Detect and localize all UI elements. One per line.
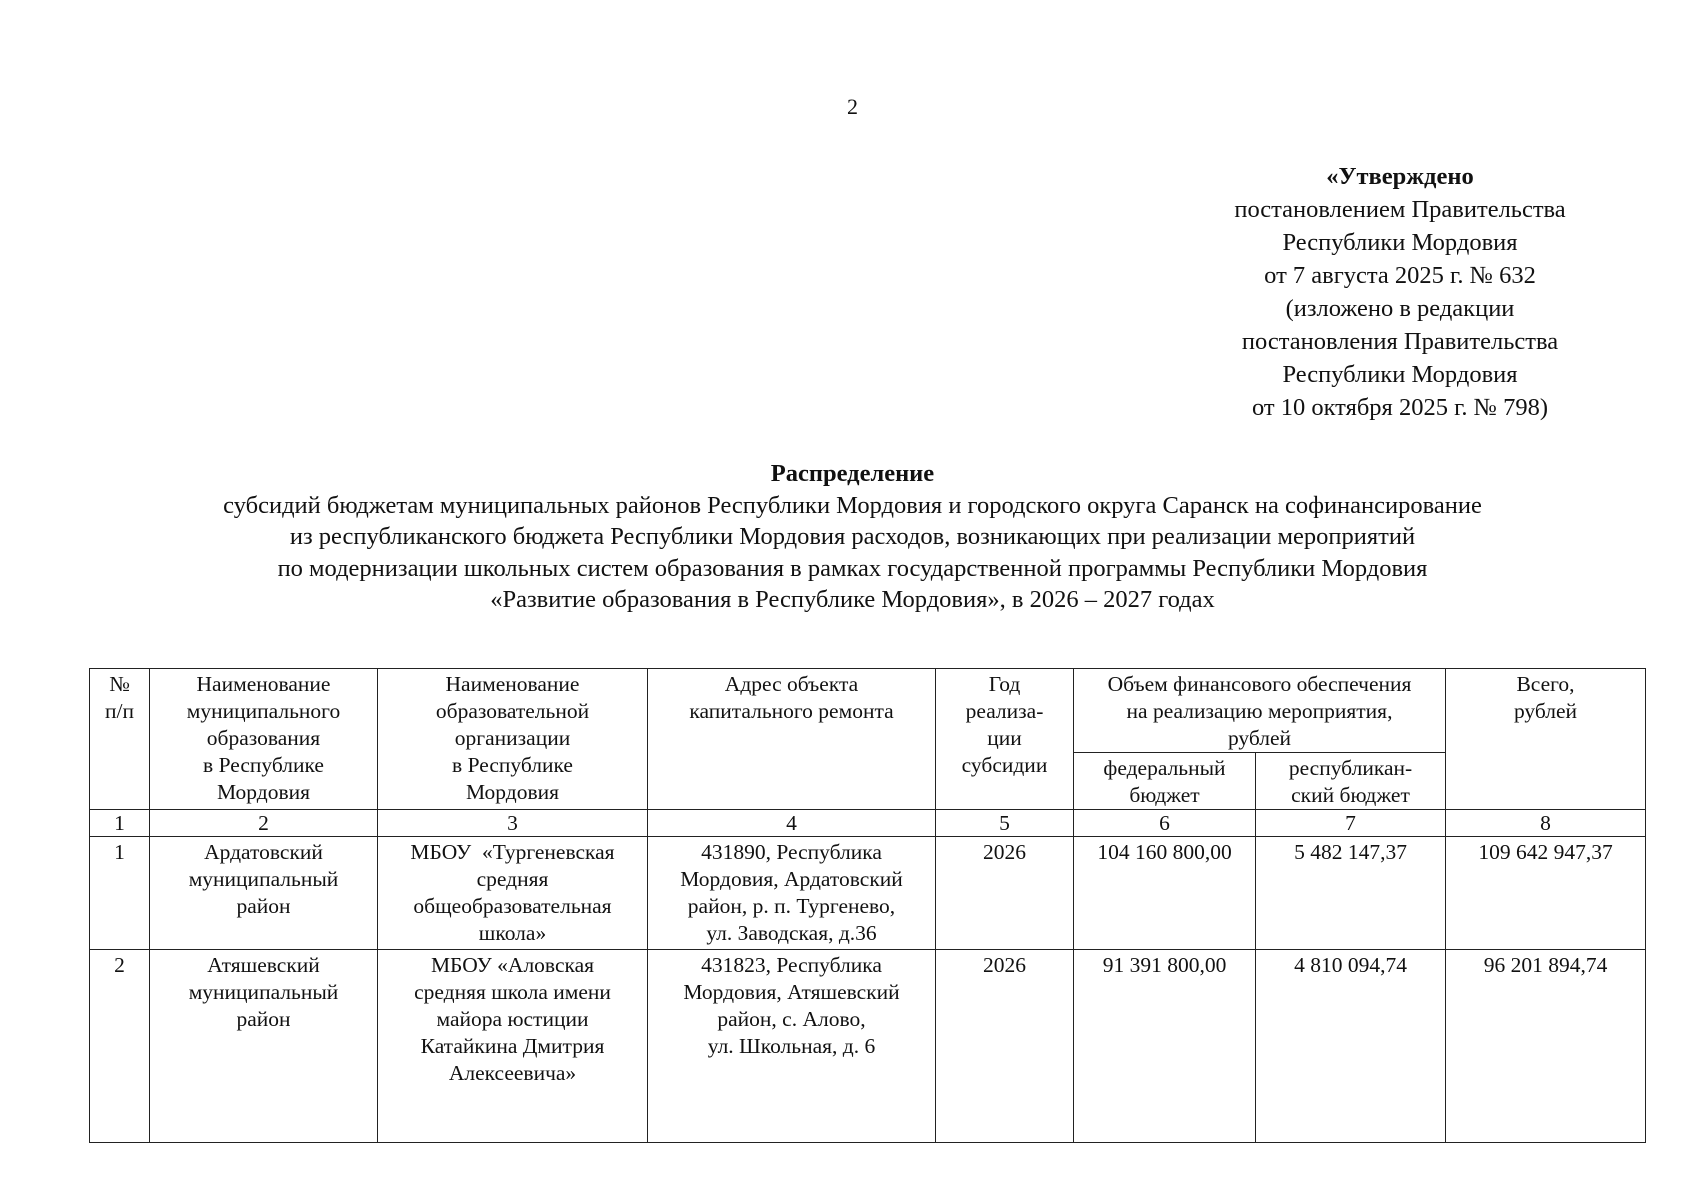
- approval-line: постановления Правительства: [1241, 328, 1559, 355]
- header-organization: Наименование образовательной организации в Республике Мордовия: [378, 669, 648, 810]
- header-federal: федеральный бюджет: [1074, 753, 1256, 810]
- cell-municipality: Атяшевский муниципальный район: [150, 950, 378, 1143]
- approval-line: от 7 августа 2025 г. № 632: [1264, 262, 1536, 289]
- table-row: [90, 950, 1646, 1143]
- approval-block: [1140, 160, 1660, 424]
- column-number: 2: [150, 810, 378, 837]
- cell-republican: 5 482 147,37: [1256, 837, 1446, 950]
- header-municipality: Наименование муниципального образования в Республике Мордовия: [150, 669, 378, 810]
- cell-republican: 4 810 094,74: [1256, 950, 1446, 1143]
- approval-line: «Утверждено: [1326, 163, 1474, 190]
- approval-line: постановлением Правительства: [1234, 196, 1566, 223]
- title-line: «Развитие образования в Республике Мордовия», в 2026 – 2027 годах: [490, 586, 1215, 613]
- cell-municipality: Ардатовский муниципальный район: [150, 837, 378, 950]
- header-total: Всего, рублей: [1446, 669, 1646, 810]
- page-number: 2: [847, 94, 858, 119]
- column-number: 4: [648, 810, 936, 837]
- cell-total: 96 201 894,74: [1446, 950, 1646, 1143]
- document-title: [40, 458, 1665, 616]
- cell-num: 1: [90, 837, 150, 950]
- header-funding: Объем финансового обеспечения на реализацию мероприятия, рублей: [1074, 669, 1446, 753]
- cell-num: 2: [90, 950, 150, 1143]
- column-number: 8: [1446, 810, 1646, 837]
- approval-line: Республики Мордовия: [1282, 229, 1518, 256]
- header-republican: республикан- ский бюджет: [1256, 753, 1446, 810]
- cell-year: 2026: [936, 950, 1074, 1143]
- title-line: субсидий бюджетам муниципальных районов Республики Мордовия и городского округа Саранск на софинансирование: [223, 491, 1482, 519]
- column-number: 1: [90, 810, 150, 837]
- cell-federal: 104 160 800,00: [1074, 837, 1256, 950]
- table-row: [90, 837, 1646, 950]
- cell-organization: МБОУ «Аловская средняя школа имени майора юстиции Катайкина Дмитрия Алексеевича»: [378, 950, 648, 1143]
- cell-total: 109 642 947,37: [1446, 837, 1646, 950]
- title-line: из республиканского бюджета Республики Мордовия расходов, возникающих при реализации мероприятий: [289, 523, 1416, 550]
- cell-address: 431823, Республика Мордовия, Атяшевский район, с. Алово, ул. Школьная, д. 6: [648, 950, 936, 1143]
- cell-federal: 91 391 800,00: [1074, 950, 1256, 1143]
- distribution-table: [89, 668, 1646, 1143]
- column-number: 5: [936, 810, 1074, 837]
- title-heading: Распределение: [770, 460, 935, 487]
- approval-line: от 10 октября 2025 г. № 798): [1251, 394, 1549, 421]
- column-number-row: [90, 810, 1646, 837]
- header-num: № п/п: [90, 669, 150, 810]
- cell-organization: МБОУ «Тургеневская средняя общеобразовательная школа»: [378, 837, 648, 950]
- cell-year: 2026: [936, 837, 1074, 950]
- header-address: Адрес объекта капитального ремонта: [648, 669, 936, 810]
- approval-line: (изложено в редакции: [1285, 295, 1515, 322]
- cell-address: 431890, Республика Мордовия, Ардатовский район, р. п. Тургенево, ул. Заводская, д.36: [648, 837, 936, 950]
- column-number: 6: [1074, 810, 1256, 837]
- table-header-row: [90, 669, 1646, 753]
- header-year: Год реализа- ции субсидии: [936, 669, 1074, 810]
- title-line: по модернизации школьных систем образования в рамках государственной программы Республики Мордовия: [277, 554, 1428, 582]
- column-number: 3: [378, 810, 648, 837]
- approval-line: Республики Мордовия: [1282, 361, 1518, 388]
- column-number: 7: [1256, 810, 1446, 837]
